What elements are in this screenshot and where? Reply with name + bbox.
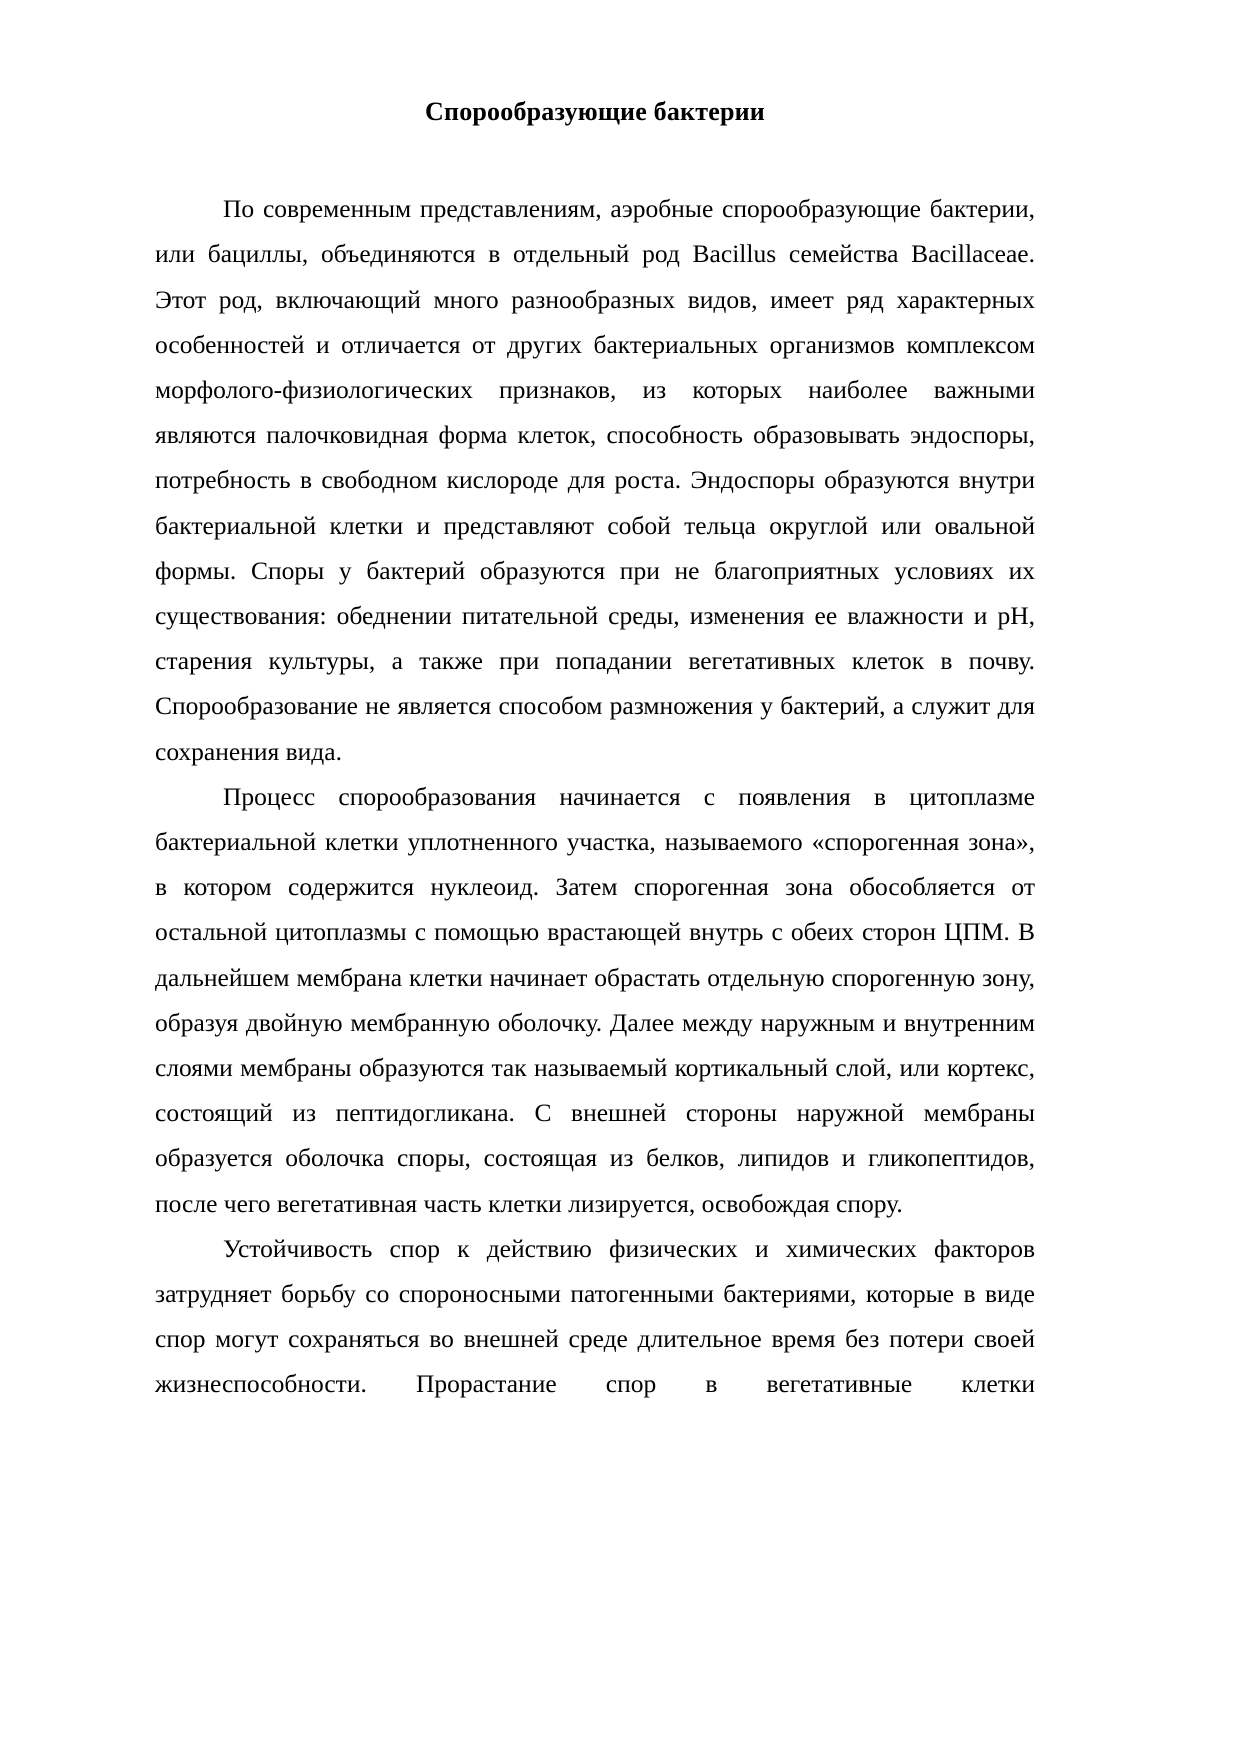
title-body-spacer bbox=[155, 127, 1035, 186]
page-content bbox=[155, 96, 1035, 1407]
body-paragraph-1: По современным представлениям, аэробные спорообразующие бактерии, или бациллы, объединяются в отдельный род Bacillus семейства Bacillaceae. Этот род, включающий много разнообразных видов, имеет ряд характерных особенностей и отличается от других бактериальных организмов комплексом морфолого-физиологических признаков, из которых наиболее важными являются палочковидная форма клеток, способность образовывать эндоспоры, потребность в свободном кислороде для роста. Эндоспоры образуются внутри бактериальной клетки и представляют собой тельца округлой или овальной формы. Споры у бактерий образуются при не благоприятных условиях их существования: обеднении питательной среды, изменения ее влажности и pH, старения культуры, а также при попадании вегетативных клеток в почву. Спорообразование не является способом размножения у бактерий, а служит для сохранения вида. bbox=[155, 194, 1035, 766]
body-paragraph-3: Устойчивость спор к действию физических и химических факторов затрудняет борьбу со спороносными патогенными бактериями, которые в виде спор могут сохраняться во внешней среде длительное время без потери своей жизнеспособности. Прорастание спор в вегетативные клетки bbox=[155, 1233, 1035, 1399]
body-paragraph-2: Процесс спорообразования начинается с появления в цитоплазме бактериальной клетки уплотненного участка, называемого «спорогенная зона», в котором содержится нуклеоид. Затем спорогенная зона обособляется от остальной цитоплазмы с помощью врастающей внутрь с обеих сторон ЦПМ. В дальнейшем мембрана клетки начинает обрастать отдельную спорогенную зону, образуя двойную мембранную оболочку. Далее между наружным и внутренним слоями мембраны образуются так называемый кортикальный слой, или кортекс, состоящий из пептидогликана. С внешней стороны наружной мембраны образуется оболочка споры, состоящая из белков, липидов и гликопептидов, после чего вегетативная часть клетки лизируется, освобождая спору. bbox=[155, 781, 1035, 1218]
page-title: Спорообразующие бактерии bbox=[425, 97, 765, 126]
